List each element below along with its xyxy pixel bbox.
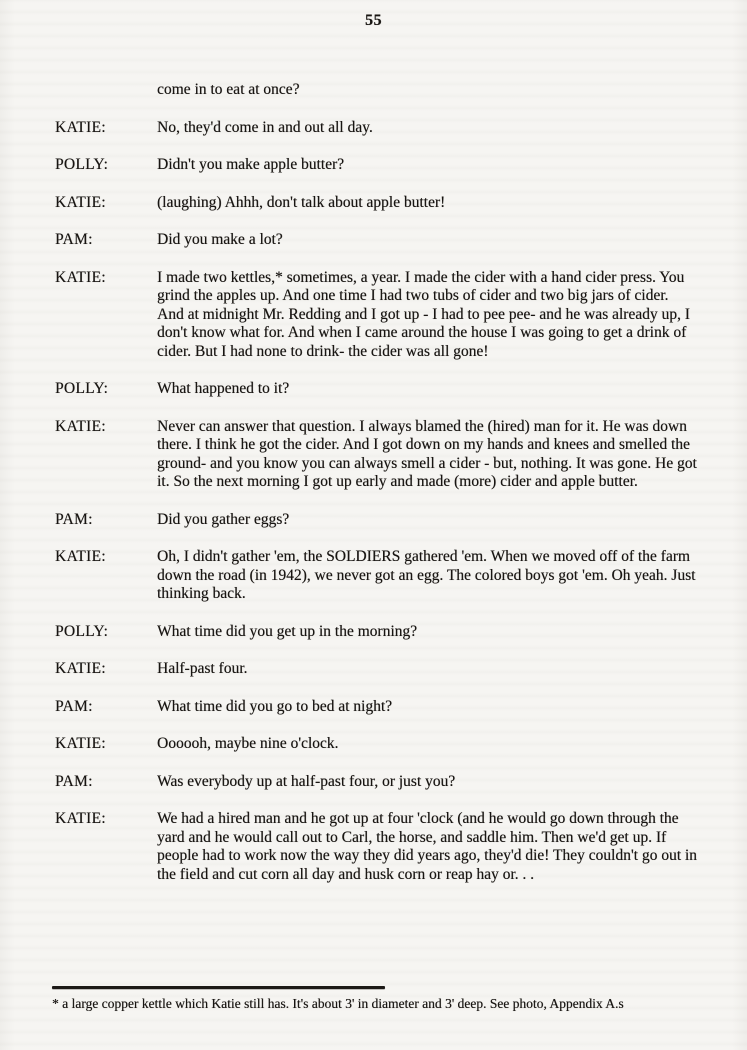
dialogue-text: (laughing) Ahhh, don't talk about apple butter!: [157, 193, 446, 211]
footnote-text: * a large copper kettle which Katie still has. It's about 3' in diameter and 3' deep. See photo, Appendix A.s: [52, 996, 624, 1011]
speaker-label: KATIE:: [55, 660, 106, 677]
dialogue-entry: [55, 735, 703, 754]
dialogue-text: Never can answer that question. I always blamed the (hired) man for it. He was down there. I think he got the cider. And I got down on my hands and knees and smelled the ground- and you know you can always smell a cider - but, nothing. It was gone. He got it. So the next morning I got up early and made (more) cider and apple butter.: [157, 417, 697, 490]
dialogue-text: Oh, I didn't gather 'em, the SOLDIERS gathered 'em. When we moved off of the farm down the road (in 1942), we never got an egg. The colored boys got 'em. Oh yeah. Just thinking back.: [157, 548, 696, 602]
dialogue-entry: [55, 623, 703, 642]
dialogue-text: Didn't you make apple butter?: [157, 156, 345, 173]
dialogue-entry: [55, 698, 703, 717]
dialogue-entry: [55, 418, 703, 492]
speaker-label: KATIE:: [55, 193, 106, 211]
continuation-text: come in to eat at once?: [157, 81, 300, 98]
dialogue-text: What time did you get up in the morning?: [157, 622, 418, 640]
speaker-label-empty: [55, 81, 157, 100]
dialogue-text: Did you make a lot?: [157, 231, 283, 248]
speaker-label: PAM:: [55, 697, 93, 715]
dialogue-entry: [55, 380, 703, 399]
dialogue-entry: [55, 119, 703, 138]
dialogue-entry: [55, 194, 703, 213]
dialogue-text: Was everybody up at half-past four, or just you?: [157, 772, 456, 790]
speaker-label: PAM:: [55, 772, 93, 790]
speaker-label: POLLY:: [55, 622, 109, 640]
dialogue-text: Oooooh, maybe nine o'clock.: [157, 735, 339, 752]
speaker-label: KATIE:: [55, 417, 106, 435]
dialogue-entry: [55, 269, 703, 362]
dialogue-entry: [55, 231, 703, 250]
page-number: 55: [365, 12, 382, 29]
dialogue-text: No, they'd come in and out all day.: [157, 118, 373, 136]
dialogue-text: What happened to it?: [157, 380, 290, 397]
dialogue-text: I made two kettles,* sometimes, a year. I made the cider with a hand cider press. You grind the apples up. And one time I had two tubs of cider and two big jars of cider. And at midnight Mr. Redding and I got up - I had to pee pee- and he was already up, I don't know what for. And when I came around the house I was going to get a drink of cider. But I had none to drink- the cider was all gone!: [157, 268, 690, 360]
dialogue-entry: [55, 156, 703, 175]
speaker-label: POLLY:: [55, 156, 109, 173]
speaker-label: KATIE:: [55, 268, 106, 286]
speaker-label: PAM:: [55, 231, 93, 248]
dialogue-entry: [55, 810, 703, 884]
footnote: [52, 986, 712, 1012]
speaker-label: KATIE:: [55, 548, 106, 565]
dialogue-entry: [55, 548, 703, 604]
dialogue-text: Half-past four.: [157, 660, 248, 677]
dialogue-entry: [55, 773, 703, 792]
dialogue-text: We had a hired man and he got up at four 'clock (and he would go down through the yard and he would call out to Carl, the horse, and saddle him. Then we'd get up. If people had to work now the way they did years ago, they'd die! They couldn't go out in the field and cut corn all day and husk corn or reap hay or. . .: [157, 810, 697, 883]
continuation-line: [55, 81, 703, 100]
dialogue-entry: [55, 660, 703, 679]
speaker-label: POLLY:: [55, 380, 109, 397]
dialogue-entry: [55, 511, 703, 530]
dialogue-text: What time did you go to bed at night?: [157, 697, 393, 715]
speaker-label: KATIE:: [55, 735, 106, 752]
speaker-label: KATIE:: [55, 118, 106, 136]
speaker-label: KATIE:: [55, 810, 106, 827]
speaker-label: PAM:: [55, 510, 93, 528]
transcript-content: [55, 81, 703, 903]
dialogue-text: Did you gather eggs?: [157, 510, 290, 528]
footnote-divider: [52, 986, 385, 989]
